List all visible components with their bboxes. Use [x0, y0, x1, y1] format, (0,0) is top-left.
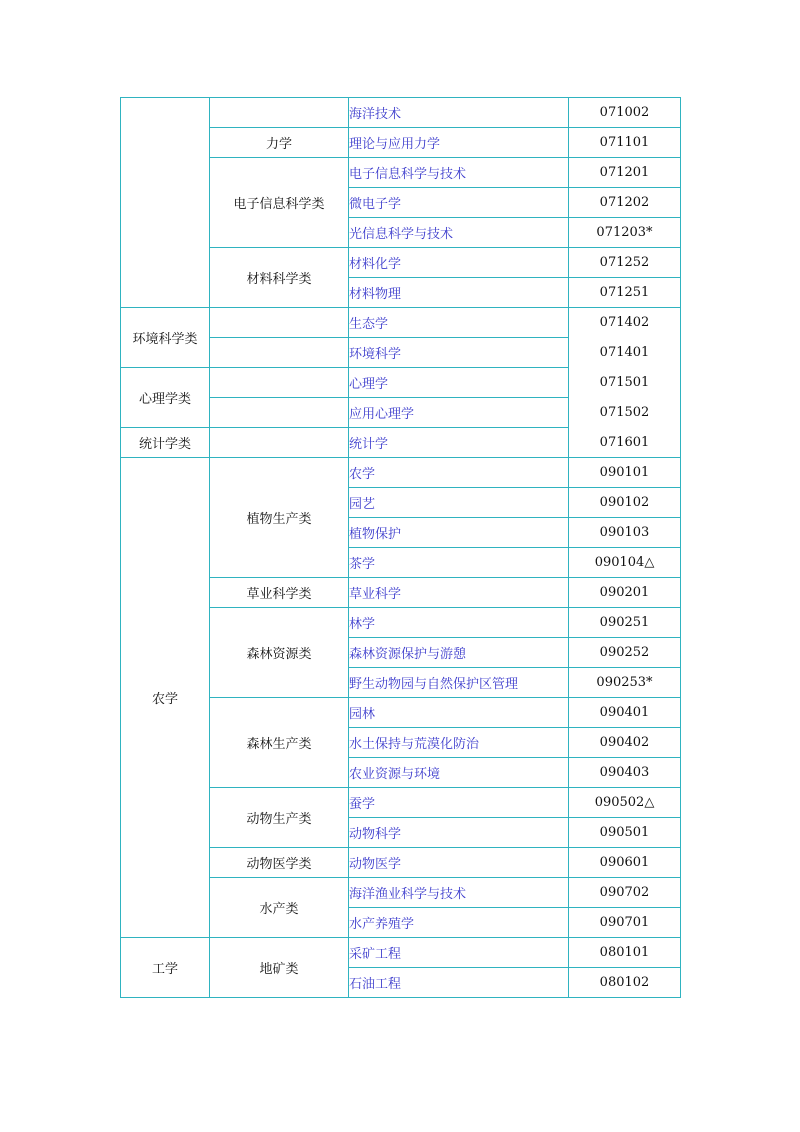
major-name-cell: 农业资源与环境	[349, 758, 569, 788]
category-cell: 农学	[121, 458, 210, 938]
subcategory-cell: 森林资源类	[210, 608, 349, 698]
subcategory-cell: 水产类	[210, 878, 349, 938]
major-code-cell: 071501	[569, 368, 681, 398]
major-name-cell: 动物医学	[349, 848, 569, 878]
major-code-cell: 090103	[569, 518, 681, 548]
major-name-cell: 生态学	[349, 308, 569, 338]
table-row	[121, 458, 681, 488]
major-code-cell: 071202	[569, 188, 681, 218]
major-code-cell: 090502△	[569, 788, 681, 818]
major-name-cell: 植物保护	[349, 518, 569, 548]
category-cell	[121, 98, 210, 308]
major-code-cell: 071601	[569, 428, 681, 458]
major-name-cell: 理论与应用力学	[349, 128, 569, 158]
major-code-cell: 090601	[569, 848, 681, 878]
major-code-cell: 090201	[569, 578, 681, 608]
subcategory-cell: 森林生产类	[210, 698, 349, 788]
subcategory-cell: 地矿类	[210, 938, 349, 998]
subcategory-cell: 材料科学类	[210, 248, 349, 308]
major-name-cell: 统计学	[349, 428, 569, 458]
subcategory-cell: 草业科学类	[210, 578, 349, 608]
subcategory-cell: 植物生产类	[210, 458, 349, 578]
major-code-cell: 090101	[569, 458, 681, 488]
major-name-cell: 微电子学	[349, 188, 569, 218]
table-row	[121, 938, 681, 968]
major-code-cell: 080102	[569, 968, 681, 998]
major-name-cell: 光信息科学与技术	[349, 218, 569, 248]
majors-table	[120, 97, 681, 998]
major-code-cell: 071101	[569, 128, 681, 158]
major-code-cell: 090501	[569, 818, 681, 848]
major-code-cell: 071203*	[569, 218, 681, 248]
major-name-cell: 环境科学	[349, 338, 569, 368]
major-name-cell: 石油工程	[349, 968, 569, 998]
table-row	[121, 308, 681, 338]
subcategory-cell	[210, 428, 349, 458]
major-name-cell: 园林	[349, 698, 569, 728]
major-code-cell: 071402	[569, 308, 681, 338]
major-code-cell: 090701	[569, 908, 681, 938]
major-code-cell: 090252	[569, 638, 681, 668]
major-name-cell: 农学	[349, 458, 569, 488]
major-code-cell: 071401	[569, 338, 681, 368]
subcategory-cell	[210, 398, 349, 428]
subcategory-cell: 动物生产类	[210, 788, 349, 848]
subcategory-cell	[210, 98, 349, 128]
table-row	[121, 428, 681, 458]
major-code-cell: 090251	[569, 608, 681, 638]
subcategory-cell: 电子信息科学类	[210, 158, 349, 248]
major-code-cell: 090102	[569, 488, 681, 518]
major-name-cell: 电子信息科学与技术	[349, 158, 569, 188]
major-code-cell: 090403	[569, 758, 681, 788]
major-code-cell: 071251	[569, 278, 681, 308]
major-name-cell: 森林资源保护与游憩	[349, 638, 569, 668]
major-code-cell: 080101	[569, 938, 681, 968]
major-code-cell: 090402	[569, 728, 681, 758]
major-name-cell: 采矿工程	[349, 938, 569, 968]
major-code-cell: 090104△	[569, 548, 681, 578]
category-cell: 心理学类	[121, 368, 210, 428]
major-name-cell: 海洋技术	[349, 98, 569, 128]
major-name-cell: 野生动物园与自然保护区管理	[349, 668, 569, 698]
category-cell: 环境科学类	[121, 308, 210, 368]
major-name-cell: 茶学	[349, 548, 569, 578]
major-name-cell: 园艺	[349, 488, 569, 518]
major-code-cell: 071201	[569, 158, 681, 188]
subcategory-cell: 力学	[210, 128, 349, 158]
major-name-cell: 动物科学	[349, 818, 569, 848]
table-row	[121, 98, 681, 128]
subcategory-cell	[210, 368, 349, 398]
major-name-cell: 材料化学	[349, 248, 569, 278]
subcategory-cell	[210, 338, 349, 368]
major-name-cell: 草业科学	[349, 578, 569, 608]
major-name-cell: 水土保持与荒漠化防治	[349, 728, 569, 758]
subcategory-cell	[210, 308, 349, 338]
major-code-cell: 090702	[569, 878, 681, 908]
major-code-cell: 071252	[569, 248, 681, 278]
major-code-cell: 071002	[569, 98, 681, 128]
category-cell: 工学	[121, 938, 210, 998]
major-code-cell: 090253*	[569, 668, 681, 698]
major-name-cell: 心理学	[349, 368, 569, 398]
major-name-cell: 应用心理学	[349, 398, 569, 428]
major-name-cell: 水产养殖学	[349, 908, 569, 938]
major-code-cell: 071502	[569, 398, 681, 428]
major-code-cell: 090401	[569, 698, 681, 728]
category-cell: 统计学类	[121, 428, 210, 458]
subcategory-cell: 动物医学类	[210, 848, 349, 878]
major-name-cell: 林学	[349, 608, 569, 638]
major-name-cell: 材料物理	[349, 278, 569, 308]
major-name-cell: 海洋渔业科学与技术	[349, 878, 569, 908]
major-name-cell: 蚕学	[349, 788, 569, 818]
table-row	[121, 368, 681, 398]
